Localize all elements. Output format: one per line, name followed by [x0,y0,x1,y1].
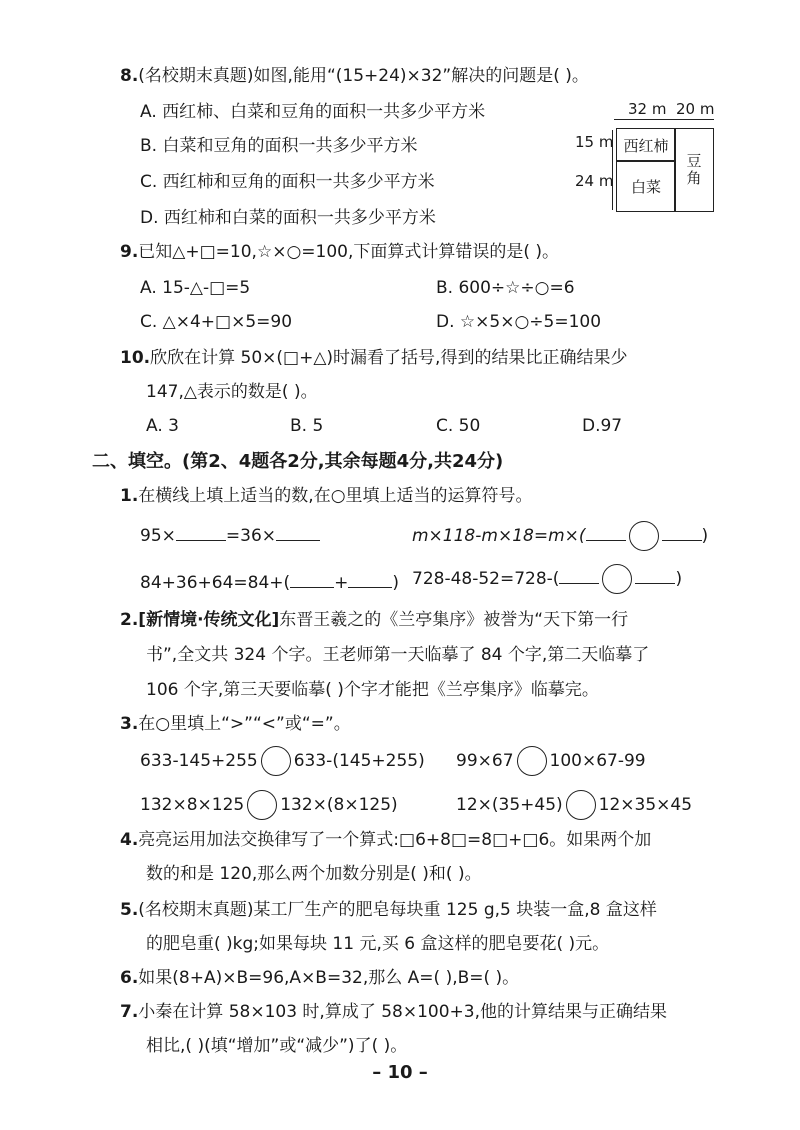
f1-expr-1-part-a: 95× [140,526,176,546]
q9-option-b: B. 600÷☆÷○=6 [436,278,575,298]
q9-option-c: C. △×4+□×5=90 [140,312,293,332]
f1-expr-3-part-b: + [334,573,349,593]
answer-blank[interactable] [276,526,320,541]
f3-compare-3 [140,789,398,821]
f1-expr-1-part-b: =36× [225,526,277,546]
f3-compare-1-left: 633-145+255 [140,751,258,771]
q8-option-a: A. 西红柿、白菜和豆角的面积一共多少平方米 [140,102,486,122]
f1-text: 在横线上填上适当的数,在○里填上适当的运算符号。 [138,486,533,506]
q10-number: 10. [120,348,151,368]
f3-compare-2 [456,745,646,777]
f1-expr-1 [140,524,320,548]
q8-option-d: D. 西红柿和白菜的面积一共多少平方米 [140,208,436,228]
q9-option-d: D. ☆×5×○÷5=100 [436,312,602,332]
f1-expr-4-part-b: ) [675,569,683,589]
f7-line2: 相比,( )(填“增加”或“减少”)了( )。 [146,1036,408,1056]
f2-line1 [120,608,628,632]
garden-diagram [570,100,720,220]
f3-stem [120,712,351,736]
f3-compare-2-left: 99×67 [456,751,514,771]
compare-circle[interactable] [566,790,596,820]
q9-text: 已知△+□=10,☆×○=100,下面算式计算错误的是( )。 [138,242,560,262]
f7-number: 7. [120,1002,139,1022]
f3-compare-1-right: 633-(145+255) [293,751,425,771]
q10-option-c: C. 50 [436,416,481,436]
bean-label: 豆角 [684,153,703,187]
width-label-32: 32 m [628,100,667,118]
f3-compare-3-left: 132×8×125 [140,795,245,815]
q8-text: (名校期末真题)如图,能用“(15+24)×32”解决的问题是( )。 [138,66,589,86]
page-number: – 10 – [372,1062,428,1083]
operator-circle[interactable] [602,564,632,594]
q10-line1 [120,346,627,370]
f2-text-1: 东晋王羲之的《兰亭集序》被誉为“天下第一行 [279,610,629,630]
bean-plot [674,128,714,212]
f3-compare-3-right: 132×(8×125) [280,795,398,815]
q8-option-b: B. 白菜和豆角的面积一共多少平方米 [140,136,418,156]
f4-line1 [120,828,651,852]
f1-stem [120,484,533,508]
width-label-20: 20 m [676,100,715,118]
tomato-label: 西红柿 [623,136,669,155]
q8-number: 8. [120,66,139,86]
f1-expr-2-part-a: m×118-m×18=m×( [412,526,586,546]
f1-expr-3 [140,567,399,599]
f1-number: 1. [120,486,139,506]
f1-expr-3-part-c: ) [392,573,400,593]
f5-line2: 的肥皂重( )kg;如果每块 11 元,买 6 盒这样的肥皂要花( )元。 [146,934,610,954]
section-2-title: 二、填空。(第2、4题各2分,其余每题4分,共24分) [92,451,504,472]
compare-circle[interactable] [517,746,547,776]
f3-number: 3. [120,714,139,734]
q9-option-a: A. 15-△-□=5 [140,278,251,298]
f5-number: 5. [120,900,139,920]
f1-expr-4 [412,563,682,595]
q10-option-b: B. 5 [290,416,324,436]
f7-line1 [120,1000,667,1024]
f2-number: 2. [120,610,139,630]
f5-text-1: (名校期末真题)某工厂生产的肥皂每块重 125 g,5 块装一盒,8 盒这样 [138,900,657,920]
f3-compare-2-right: 100×67-99 [549,751,646,771]
height-label-15: 15 m [575,133,614,151]
height-label-24: 24 m [575,172,614,190]
f2-tag: [新情境·传统文化] [138,610,280,630]
f6-number: 6. [120,968,139,988]
f6-line1 [120,966,519,990]
f3-text: 在○里填上“>”“<”或“=”。 [138,714,351,734]
q10-text-1: 欣欣在计算 50×(□+△)时漏看了括号,得到的结果比正确结果少 [150,348,628,368]
f1-expr-2 [412,520,708,552]
answer-blank[interactable] [635,569,675,584]
f3-compare-4-right: 12×35×45 [598,795,693,815]
f2-line3: 106 个字,第三天要临摹( )个字才能把《兰亭集序》临摹完。 [146,680,599,700]
f3-compare-4-left: 12×(35+45) [456,795,563,815]
f4-line2: 数的和是 120,那么两个加数分别是( )和( )。 [146,864,482,884]
q8-option-c: C. 西红柿和豆角的面积一共多少平方米 [140,172,435,192]
answer-blank[interactable] [662,526,702,541]
tomato-plot [616,128,676,162]
f4-text-1: 亮亮运用加法交换律写了一个算式:□6+8□=8□+□6。如果两个加 [138,830,652,850]
q9-stem [120,240,559,264]
dimension-line [614,119,714,120]
f1-expr-3-part-a: 84+36+64=84+( [140,573,291,593]
compare-circle[interactable] [261,746,291,776]
q8-stem [120,64,589,88]
f1-expr-2-part-b: ) [701,526,709,546]
f6-text-1: 如果(8+A)×B=96,A×B=32,那么 A=( ),B=( )。 [138,968,520,988]
q10-option-d: D.97 [582,416,623,436]
f2-line2: 书”,全文共 324 个字。王老师第一天临摹了 84 个字,第二天临摹了 [146,645,650,665]
answer-blank[interactable] [290,573,334,588]
f7-text-1: 小秦在计算 58×103 时,算成了 58×100+3,他的计算结果与正确结果 [138,1002,668,1022]
q9-number: 9. [120,242,139,262]
dimension-line-vertical [612,130,613,210]
answer-blank[interactable] [348,573,392,588]
f3-compare-4 [456,789,692,821]
cabbage-label: 白菜 [630,177,661,196]
f4-number: 4. [120,830,139,850]
f3-compare-1 [140,745,425,777]
q10-line2: 147,△表示的数是( )。 [146,382,318,402]
f1-expr-4-part-a: 728-48-52=728-( [412,569,560,589]
operator-circle[interactable] [629,521,659,551]
answer-blank[interactable] [586,526,626,541]
cabbage-plot [616,160,676,212]
f5-line1 [120,898,657,922]
answer-blank[interactable] [559,569,599,584]
compare-circle[interactable] [247,790,277,820]
answer-blank[interactable] [176,526,226,541]
q10-option-a: A. 3 [146,416,179,436]
